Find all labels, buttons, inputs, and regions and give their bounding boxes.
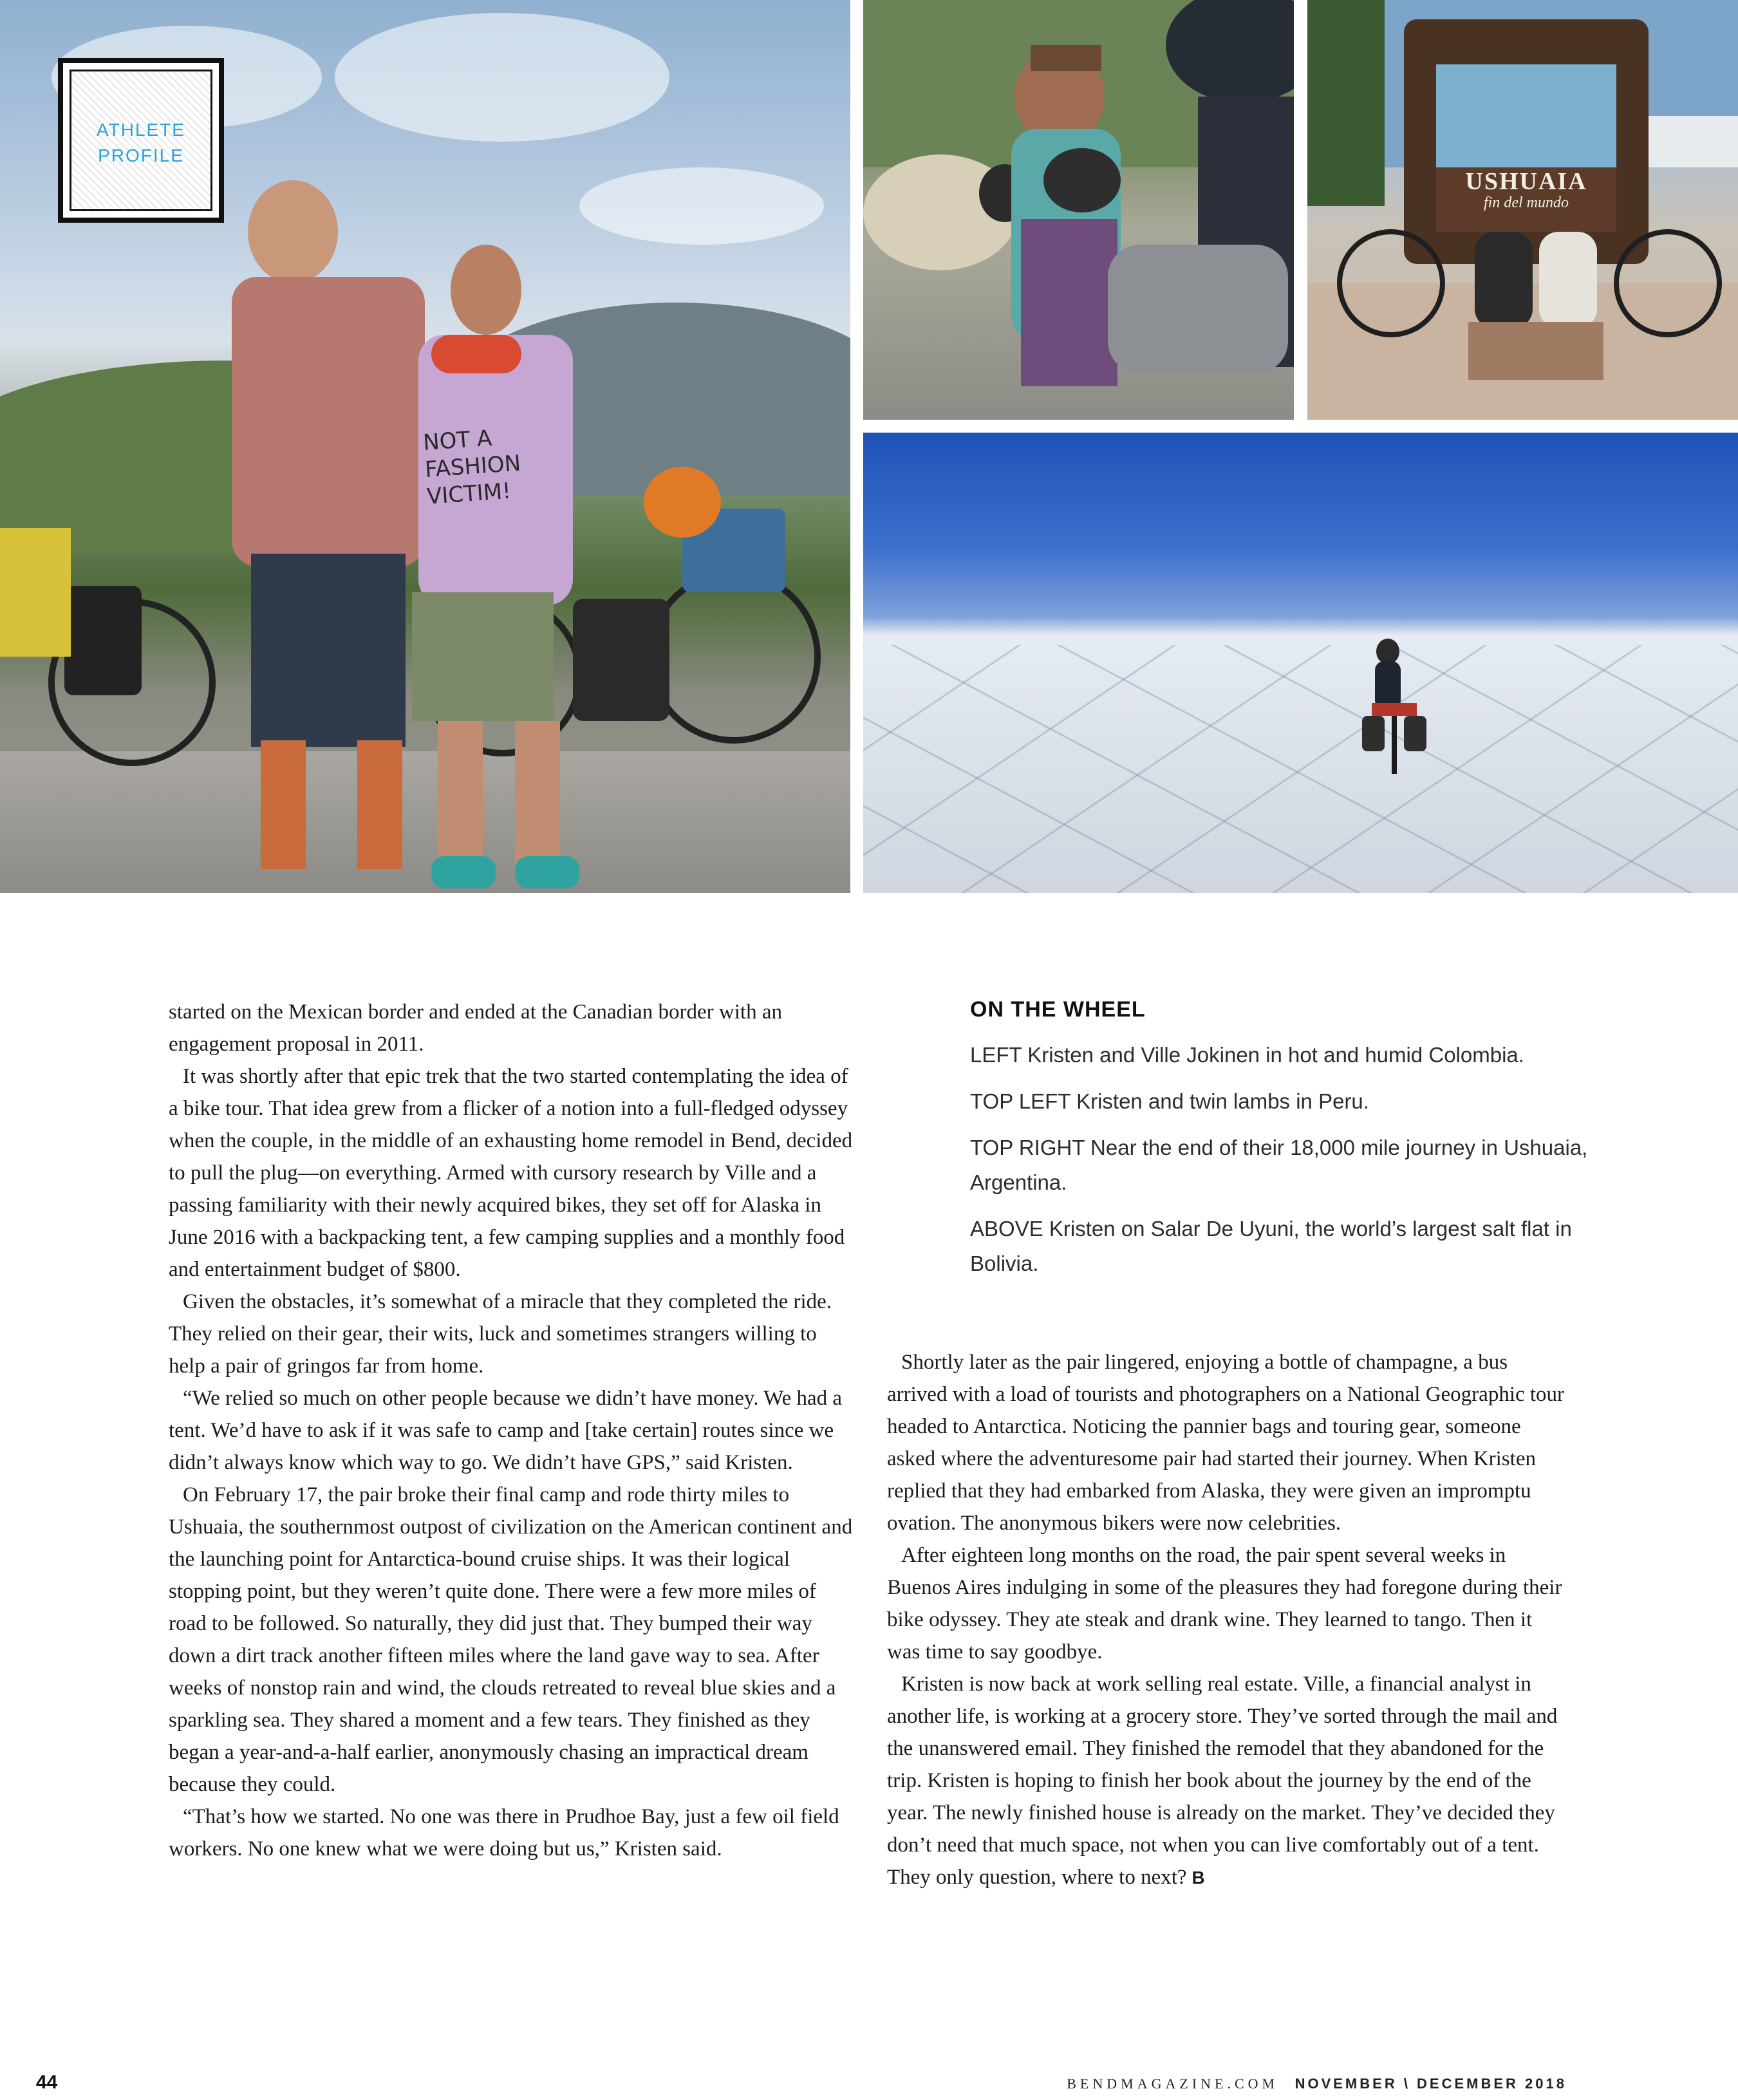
ushuaia-sign-subtitle: fin del mundo <box>1484 194 1569 211</box>
athlete-profile-badge <box>58 58 224 223</box>
ushuaia-sign-title: USHUAIA <box>1465 168 1587 195</box>
badge-line-2: PROFILE <box>98 145 184 165</box>
photo-lambs-peru <box>863 0 1294 420</box>
shirt-text: NOT A FASHION VICTIM! <box>422 425 522 510</box>
article-paragraph <box>887 1668 1569 1894</box>
article-right-column <box>887 1346 1569 1894</box>
magazine-site: BENDMAGAZINE.COM <box>1067 2076 1279 2092</box>
article-paragraph-text: Kristen is now back at work selling real estate. Ville, a financial analyst in another life, is working at a grocery store. They’ve sorted through the mail and the unanswered email. They finished the remodel that they abandoned for the trip. Kristen is hoping to finish her book about the journey by the end of the year. The newly finished house is already on the market. They’ve decided they don’t need that much space, not when you can live comfortably out of a tent. They only question, where to next? <box>887 1673 1558 1889</box>
article-paragraph: It was shortly after that epic trek that the two started contemplating the idea of a bike tour. That idea grew from a flicker of a notion into a full-fledged odyssey when the couple, in the middle of an exhausting home remodel in Bend, decided to pull the plug—on everything. Armed with cursory research by Ville and a passing familiarity with their newly acquired bikes, they set off for Alaska in June 2016 with a backpacking tent, a few camping supplies and a monthly food and entertainment budget of $800. <box>169 1065 853 1281</box>
article-paragraph: “That’s how we started. No one was there in Prudhoe Bay, just a few oil field workers. No one knew what we were doing but us,” Kristen said. <box>169 1805 839 1861</box>
article-paragraph: Shortly later as the pair lingered, enjoying a bottle of champagne, a bus arrived with a load of tourists and photographers on a National Geographic tour headed to Antarctica. Noticing the pannier bags and touring gear, someone asked where the adventuresome pair had started their journey. When Kristen replied that they had embarked from Alaska, they were given an impromptu ovation. The anonymous bikers were now celebrities. <box>887 1351 1565 1535</box>
photo-ushuaia-sign <box>1307 0 1738 420</box>
photo-couple-colombia <box>0 0 850 893</box>
photo-salt-flat-bolivia <box>863 433 1738 893</box>
article-paragraph: “We relied so much on other people because we didn’t have money. We had a tent. We’d have to ask if it was safe to camp and [take certain] routes since we didn’t always know which way to go. We didn’t have GPS,” said Kristen. <box>169 1387 843 1474</box>
article-left-column <box>169 996 857 1865</box>
caption-above: ABOVE Kristen on Salar De Uyuni, the world’s largest salt flat in Bolivia. <box>970 1217 1572 1275</box>
caption-top-left: TOP LEFT Kristen and twin lambs in Peru. <box>970 1089 1369 1113</box>
photo-captions <box>970 994 1588 1293</box>
article-paragraph: After eighteen long months on the road, the pair spent several weeks in Buenos Aires indulging in some of the pleasures they had foregone during their bike odyssey. They ate steak and drank wine. They learned to tango. Then it was time to say goodbye. <box>887 1544 1562 1664</box>
issue-date: NOVEMBER \ DECEMBER 2018 <box>1294 2076 1567 2092</box>
caption-left: LEFT Kristen and Ville Jokinen in hot and humid Colombia. <box>970 1043 1524 1067</box>
end-mark-icon: B <box>1191 1868 1205 1888</box>
caption-top-right: TOP RIGHT Near the end of their 18,000 mile journey in Ushuaia, Argentina. <box>970 1136 1588 1194</box>
badge-line-1: ATHLETE <box>97 120 185 140</box>
article-paragraph: On February 17, the pair broke their final camp and rode thirty miles to Ushuaia, the southernmost outpost of civilization on the American continent and the launching point for Antarctica-bound cruise ships. It was their logical stopping point, but they weren’t quite done. There were a few more miles of road to be followed. So naturally, they did just that. They bumped their way down a dirt track another fifteen miles where the land gave way to sea. After weeks of nonstop rain and wind, the clouds retreated to reveal blue skies and a sparkling sea. They shared a moment and a few tears. They finished as they began a year-and-a-half earlier, anonymously chasing an impractical dream because they could. <box>169 1483 853 1796</box>
article-paragraph: started on the Mexican border and ended at the Canadian border with an engagement proposal in 2011. <box>169 1000 782 1056</box>
page-number: 44 <box>36 2072 58 2093</box>
cyclist-illustration <box>863 433 1738 893</box>
article-paragraph: Given the obstacles, it’s somewhat of a miracle that they completed the ride. They relied on their gear, their wits, luck and sometimes strangers willing to help a pair of gringos far from home. <box>169 1290 832 1378</box>
lambs-illustration <box>863 0 1294 420</box>
folio <box>1067 2076 1567 2092</box>
captions-heading: ON THE WHEEL <box>970 997 1146 1022</box>
